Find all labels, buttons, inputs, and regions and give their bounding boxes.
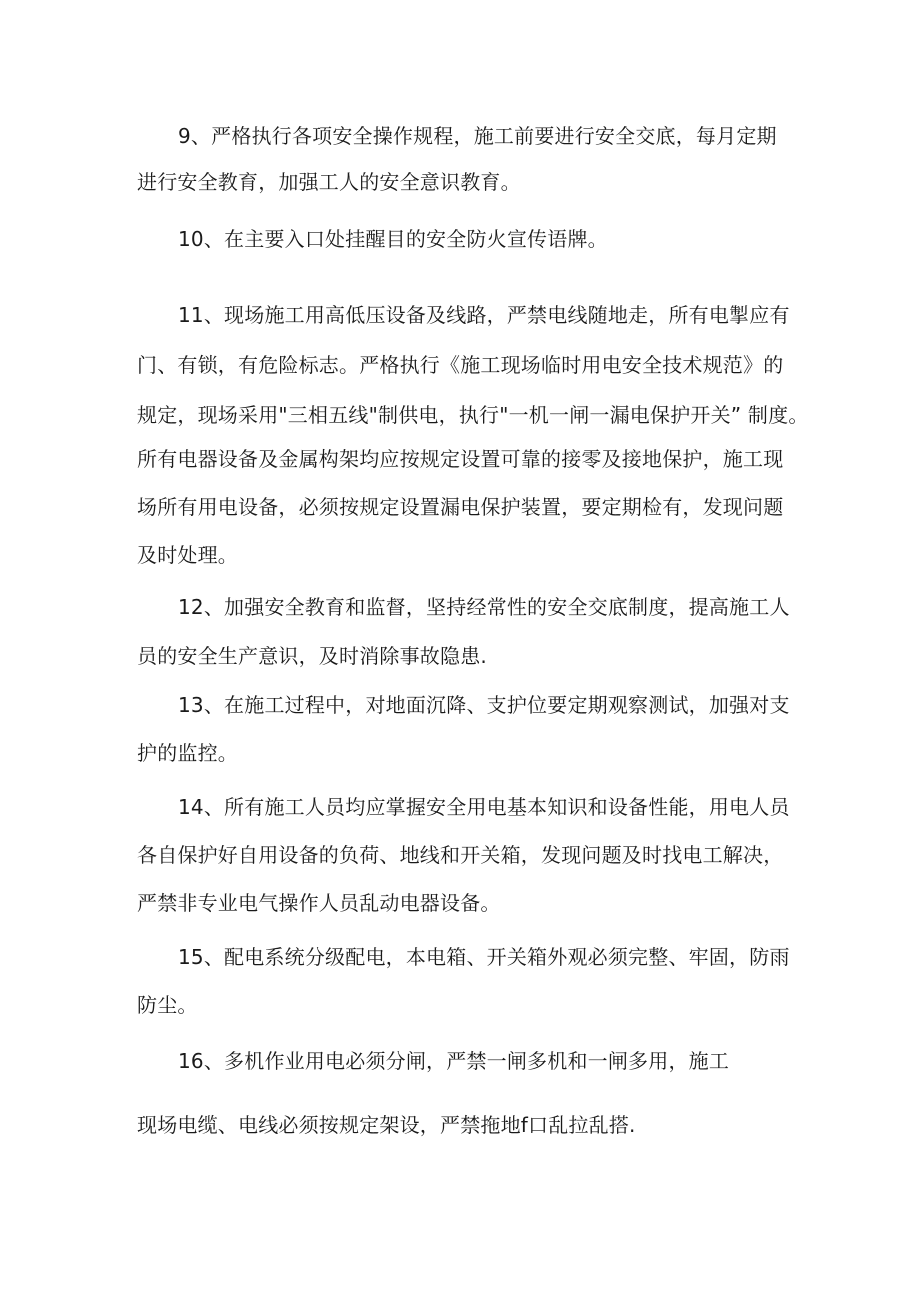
- item-14-line-1: 14、所有施工人员均应掌握安全用电基本知识和设备性能，用电人员: [178, 795, 790, 819]
- item-16-line-2: 现场电缆、电线必须按规定架设，严禁拖地f口乱拉乱搭.: [137, 1113, 636, 1137]
- item-11-line-3: 规定，现场采用"三相五线"制供电，执行"一机一闸一漏电保护开关” 制度。: [137, 403, 809, 427]
- item-11-line-5: 场所有用电设备，必须按规定设置漏电保护装置，要定期检有，发现问题: [137, 495, 784, 519]
- item-11-line-2: 门、有锁，有危险标志。严格执行《施工现场临时用电安全技术规范》的: [137, 353, 784, 377]
- item-13-line-1: 13、在施工过程中，对地面沉降、支护位要定期观察测试，加强对支: [178, 693, 790, 717]
- item-12-line-1: 12、加强安全教育和监督，坚持经常性的安全交底制度，提高施工人: [178, 595, 790, 619]
- item-11-line-1: 11、现场施工用高低压设备及线路，严禁电线随地走，所有电掣应有: [178, 303, 790, 327]
- item-12-line-2: 员的安全生产意识，及时消除事故隐患.: [137, 644, 487, 668]
- item-11-line-6: 及时处理。: [137, 543, 238, 567]
- item-16-line-1: 16、多机作业用电必须分闸，严禁一闸多机和一闸多用，施工: [178, 1049, 730, 1073]
- item-11-line-4: 所有电器设备及金属构架均应按规定设置可靠的接零及接地保护，施工现: [137, 447, 784, 471]
- item-14-line-3: 严禁非专业电气操作人员乱动电器设备。: [137, 891, 501, 915]
- item-14-line-2: 各自保护好自用设备的负荷、地线和开关箱，发现问题及时找电工解决，: [137, 843, 784, 867]
- item-9-line-2: 进行安全教育，加强工人的安全意识教育。: [137, 170, 521, 194]
- item-15-line-1: 15、配电系统分级配电，本电箱、开关箱外观必须完整、牢固，防雨: [178, 945, 790, 969]
- item-9-line-1: 9、严格执行各项安全操作规程，施工前要进行安全交底，每月定期: [178, 124, 777, 148]
- item-13-line-2: 护的监控。: [137, 741, 238, 765]
- item-10-line-1: 10、在主要入口处挂醒目的安全防火宣传语牌。: [178, 227, 608, 251]
- item-15-line-2: 防尘。: [137, 993, 198, 1017]
